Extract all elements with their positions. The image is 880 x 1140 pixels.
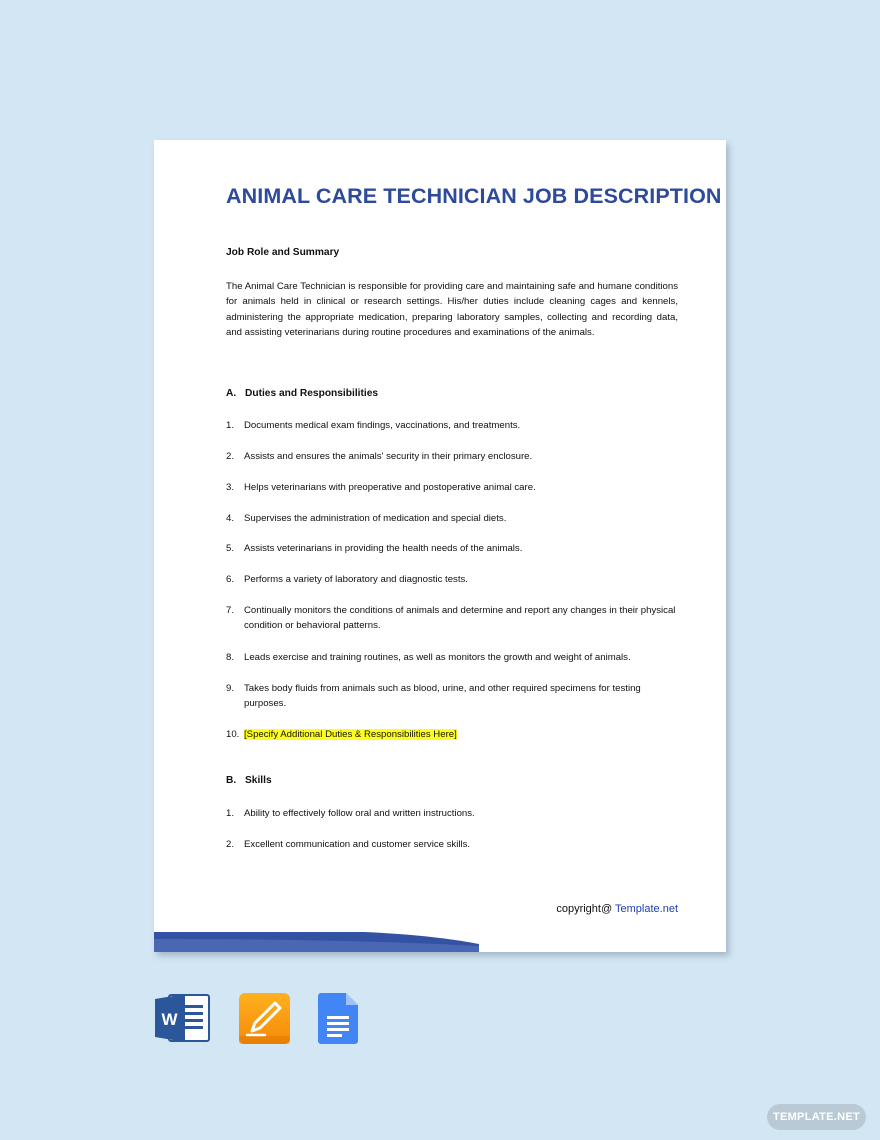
copyright-link[interactable]: Template.net	[615, 903, 678, 915]
copyright-prefix: copyright@	[556, 903, 613, 915]
word-icon[interactable]	[155, 993, 211, 1048]
skill-item	[226, 806, 678, 821]
duty-item	[226, 572, 678, 587]
skills-heading	[226, 775, 272, 786]
duty-item-number: 7.	[226, 605, 235, 616]
skills-heading-letter: B.	[226, 775, 237, 786]
duty-item	[226, 650, 678, 665]
duty-item-text: Assists veterinarians in providing the health needs of the animals.	[244, 543, 523, 554]
duty-item-number: 10.	[226, 729, 240, 740]
document-title: ANIMAL CARE TECHNICIAN JOB DESCRIPTION	[226, 184, 722, 208]
skill-item	[226, 837, 678, 852]
copyright-line	[556, 903, 678, 915]
duty-item	[226, 449, 678, 464]
word-icon-letter: W	[161, 1010, 178, 1029]
duty-item-placeholder	[226, 727, 678, 742]
duty-item-text: Leads exercise and training routines, as well as monitors the growth and weight of animals.	[244, 652, 631, 663]
duties-heading-text: Duties and Responsibilities	[245, 388, 379, 399]
duty-item-number: 6.	[226, 574, 235, 585]
skill-item-text: Ability to effectively follow oral and written instructions.	[244, 808, 475, 819]
duty-item-number: 3.	[226, 482, 235, 493]
placeholder-highlight: [Specify Additional Duties & Responsibilities Here]	[244, 729, 457, 740]
duties-heading	[226, 388, 378, 399]
duty-item	[226, 511, 678, 526]
template-net-badge[interactable]: TEMPLATE.NET	[767, 1104, 866, 1130]
duty-item-number: 9.	[226, 683, 235, 694]
skill-item-text: Excellent communication and customer service skills.	[244, 839, 471, 850]
duties-heading-letter: A.	[226, 388, 237, 399]
duty-item	[226, 681, 678, 712]
duty-item-text: Helps veterinarians with preoperative and postoperative animal care.	[244, 482, 536, 493]
skills-heading-text: Skills	[245, 775, 272, 786]
duty-item-text: Takes body fluids from animals such as blood, urine, and other required specimens for testing purposes.	[244, 683, 641, 710]
duty-item	[226, 603, 678, 634]
duty-item	[226, 480, 678, 495]
duty-item-number: 5.	[226, 543, 235, 554]
duty-item-text: Assists and ensures the animals' security in their primary enclosure.	[244, 451, 533, 462]
duty-item-text: Documents medical exam findings, vaccinations, and treatments.	[244, 420, 521, 431]
job-role-heading: Job Role and Summary	[226, 247, 340, 258]
google-docs-icon[interactable]	[318, 993, 358, 1049]
duty-item	[226, 418, 678, 433]
duty-item-number: 8.	[226, 652, 235, 663]
document-page	[154, 140, 726, 952]
job-summary-paragraph: The Animal Care Technician is responsible for providing care and maintaining safe and humane conditions for animals held in clinical or research settings. His/her duties include cleaning cages and kennels, administering the appropriate medication, preparing laboratory samples, collecting and recording data, and assisting veterinarians during routine procedures and examinations of the animals.	[226, 281, 678, 339]
skill-item-number: 2.	[226, 839, 235, 850]
duty-item	[226, 541, 678, 556]
duty-item-text: Supervises the administration of medication and special diets.	[244, 513, 507, 524]
duty-item-number: 2.	[226, 451, 235, 462]
duty-item-number: 4.	[226, 513, 235, 524]
skill-item-number: 1.	[226, 808, 235, 819]
duty-item-text: Performs a variety of laboratory and diagnostic tests.	[244, 574, 468, 585]
footer-wave	[154, 932, 726, 952]
duty-item-text: Continually monitors the conditions of animals and determine and report any changes in their physical condition or behavioral patterns.	[244, 605, 676, 632]
duty-item-number: 1.	[226, 420, 235, 431]
pages-icon[interactable]	[239, 993, 290, 1049]
